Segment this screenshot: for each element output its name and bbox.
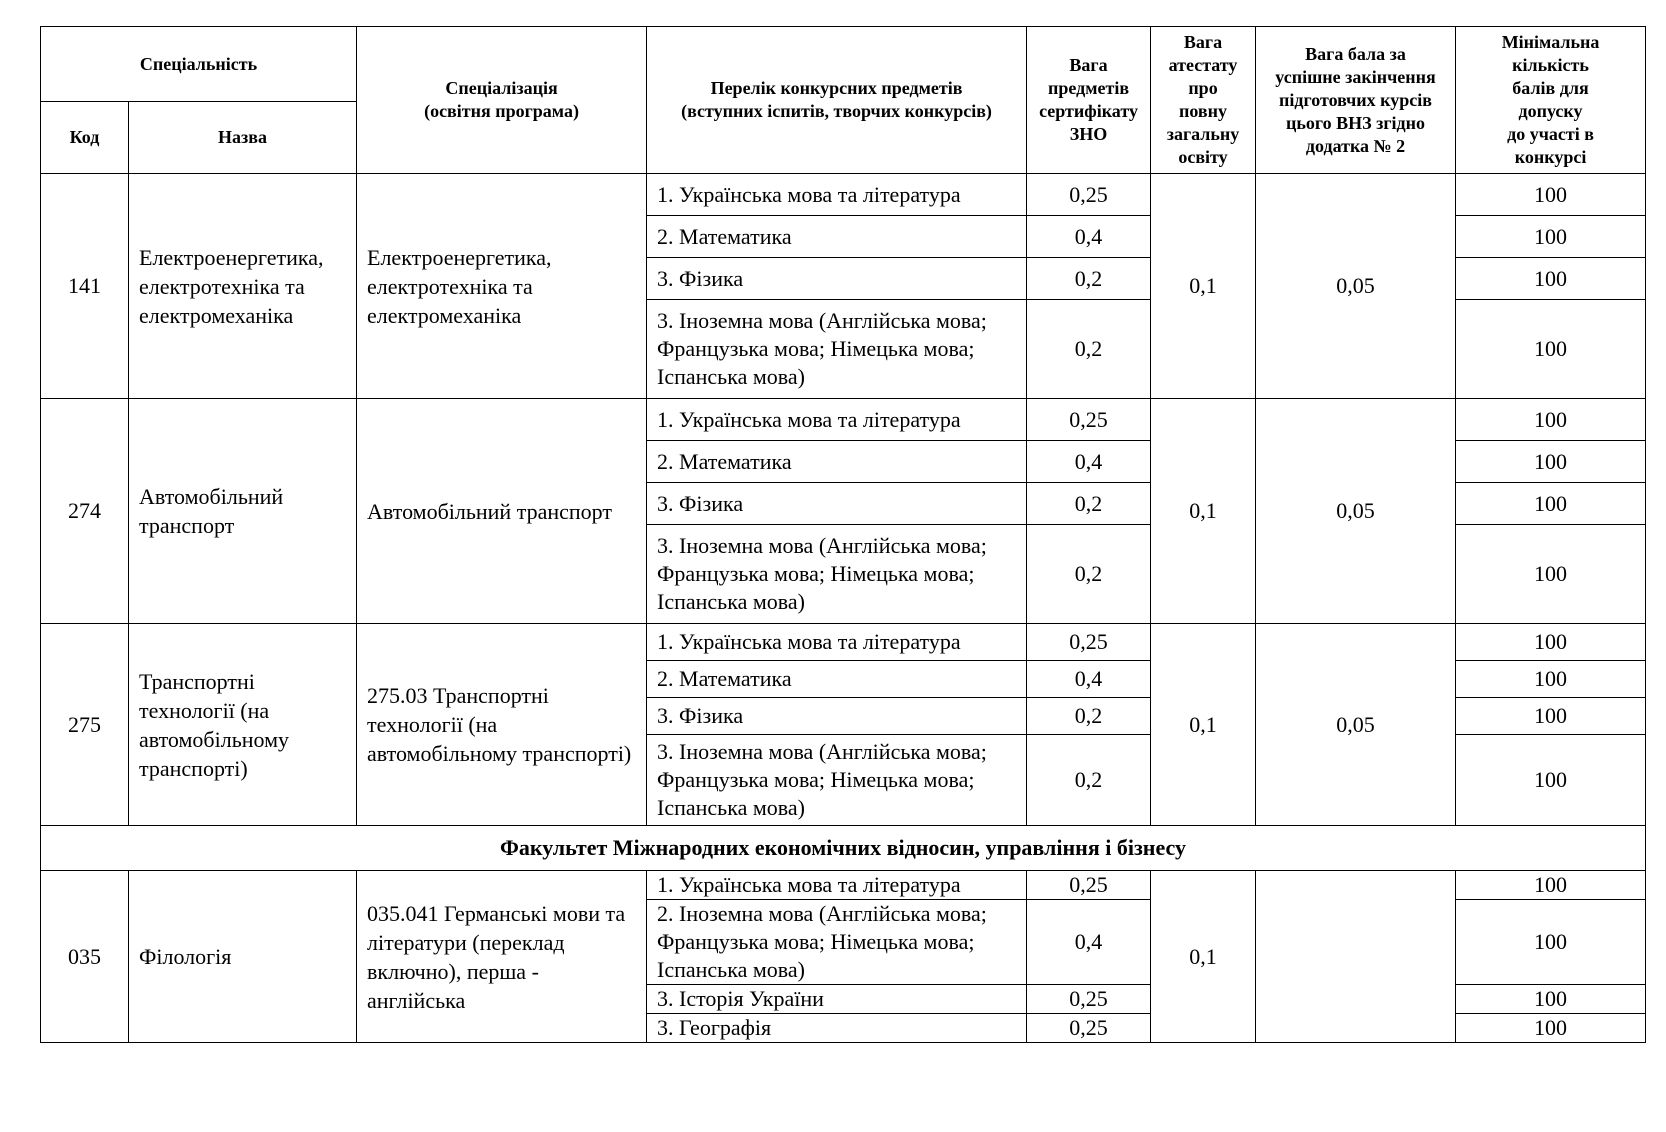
header-subjects: Перелік конкурсних предметів (вступних іспитів, творчих конкурсів) (647, 27, 1027, 174)
subject: 3. Історія України (647, 985, 1027, 1014)
faculty-row (41, 826, 1646, 871)
table-row (41, 174, 1646, 216)
courses-weight: 0,05 (1256, 174, 1456, 399)
certificate-weight: 0,1 (1151, 871, 1256, 1043)
min-score: 100 (1456, 624, 1646, 661)
min-score: 100 (1456, 900, 1646, 985)
specialization: 275.03 Транспортні технології (на автомобільному транспорті) (357, 624, 647, 826)
min-score: 100 (1456, 985, 1646, 1014)
zno-weight: 0,25 (1027, 871, 1151, 900)
header-certificate-weight: Вага атестату про повну загальну освіту (1151, 27, 1256, 174)
table-row (41, 624, 1646, 661)
min-score: 100 (1456, 483, 1646, 525)
header-specialization: Спеціалізація (освітня програма) (357, 27, 647, 174)
subject: 1. Українська мова та література (647, 399, 1027, 441)
min-score: 100 (1456, 871, 1646, 900)
zno-weight: 0,2 (1027, 483, 1151, 525)
min-score: 100 (1456, 1014, 1646, 1043)
header-code: Код (41, 102, 129, 174)
zno-weight: 0,25 (1027, 174, 1151, 216)
zno-weight: 0,2 (1027, 300, 1151, 399)
zno-weight: 0,25 (1027, 985, 1151, 1014)
faculty-title: Факультет Міжнародних економічних відносин, управління і бізнесу (41, 826, 1646, 871)
header-min-score: Мінімальна кількість балів для допуску до участі в конкурсі (1456, 27, 1646, 174)
zno-weight: 0,2 (1027, 698, 1151, 735)
specialty-code: 141 (41, 174, 129, 399)
zno-weight: 0,25 (1027, 1014, 1151, 1043)
specialty-name: Автомобільний транспорт (129, 399, 357, 624)
min-score: 100 (1456, 525, 1646, 624)
specialization: Електроенергетика, електротехніка та електромеханіка (357, 174, 647, 399)
subject: 3. Фізика (647, 483, 1027, 525)
specialization: Автомобільний транспорт (357, 399, 647, 624)
specialty-code: 274 (41, 399, 129, 624)
subject: 2. Математика (647, 441, 1027, 483)
min-score: 100 (1456, 661, 1646, 698)
zno-weight: 0,4 (1027, 216, 1151, 258)
subject: 3. Фізика (647, 698, 1027, 735)
table-row (41, 871, 1646, 900)
specialty-code: 035 (41, 871, 129, 1043)
zno-weight: 0,2 (1027, 525, 1151, 624)
courses-weight: 0,05 (1256, 624, 1456, 826)
zno-weight: 0,4 (1027, 661, 1151, 698)
subject: 3. Географія (647, 1014, 1027, 1043)
certificate-weight: 0,1 (1151, 624, 1256, 826)
zno-weight: 0,25 (1027, 399, 1151, 441)
subject: 1. Українська мова та література (647, 871, 1027, 900)
subject: 2. Математика (647, 661, 1027, 698)
specialty-name: Транспортні технології (на автомобільному транспорті) (129, 624, 357, 826)
courses-weight (1256, 871, 1456, 1043)
header-specialty: Спеціальність (41, 27, 357, 102)
subject: 1. Українська мова та література (647, 624, 1027, 661)
header-name: Назва (129, 102, 357, 174)
min-score: 100 (1456, 174, 1646, 216)
zno-weight: 0,2 (1027, 735, 1151, 826)
min-score: 100 (1456, 698, 1646, 735)
specialty-name: Філологія (129, 871, 357, 1043)
specialization: 035.041 Германські мови та літератури (переклад включно), перша - англійська (357, 871, 647, 1043)
header-courses-weight: Вага бала за успішне закінчення підготовчих курсів цього ВНЗ згідно додатка № 2 (1256, 27, 1456, 174)
certificate-weight: 0,1 (1151, 399, 1256, 624)
admission-table (40, 26, 1646, 1043)
certificate-weight: 0,1 (1151, 174, 1256, 399)
min-score: 100 (1456, 258, 1646, 300)
subject: 1. Українська мова та література (647, 174, 1027, 216)
zno-weight: 0,2 (1027, 258, 1151, 300)
min-score: 100 (1456, 441, 1646, 483)
subject: 2. Іноземна мова (Англійська мова; Французька мова; Німецька мова; Іспанська мова) (647, 900, 1027, 985)
subject: 3. Іноземна мова (Англійська мова; Французька мова; Німецька мова; Іспанська мова) (647, 525, 1027, 624)
table-row (41, 399, 1646, 441)
min-score: 100 (1456, 399, 1646, 441)
zno-weight: 0,4 (1027, 900, 1151, 985)
subject: 3. Іноземна мова (Англійська мова; Французька мова; Німецька мова; Іспанська мова) (647, 735, 1027, 826)
zno-weight: 0,4 (1027, 441, 1151, 483)
subject: 3. Фізика (647, 258, 1027, 300)
header-zno-weight: Вага предметів сертифікату ЗНО (1027, 27, 1151, 174)
specialty-code: 275 (41, 624, 129, 826)
min-score: 100 (1456, 735, 1646, 826)
min-score: 100 (1456, 300, 1646, 399)
specialty-name: Електроенергетика, електротехніка та електромеханіка (129, 174, 357, 399)
subject: 2. Математика (647, 216, 1027, 258)
courses-weight: 0,05 (1256, 399, 1456, 624)
min-score: 100 (1456, 216, 1646, 258)
zno-weight: 0,25 (1027, 624, 1151, 661)
subject: 3. Іноземна мова (Англійська мова; Французька мова; Німецька мова; Іспанська мова) (647, 300, 1027, 399)
